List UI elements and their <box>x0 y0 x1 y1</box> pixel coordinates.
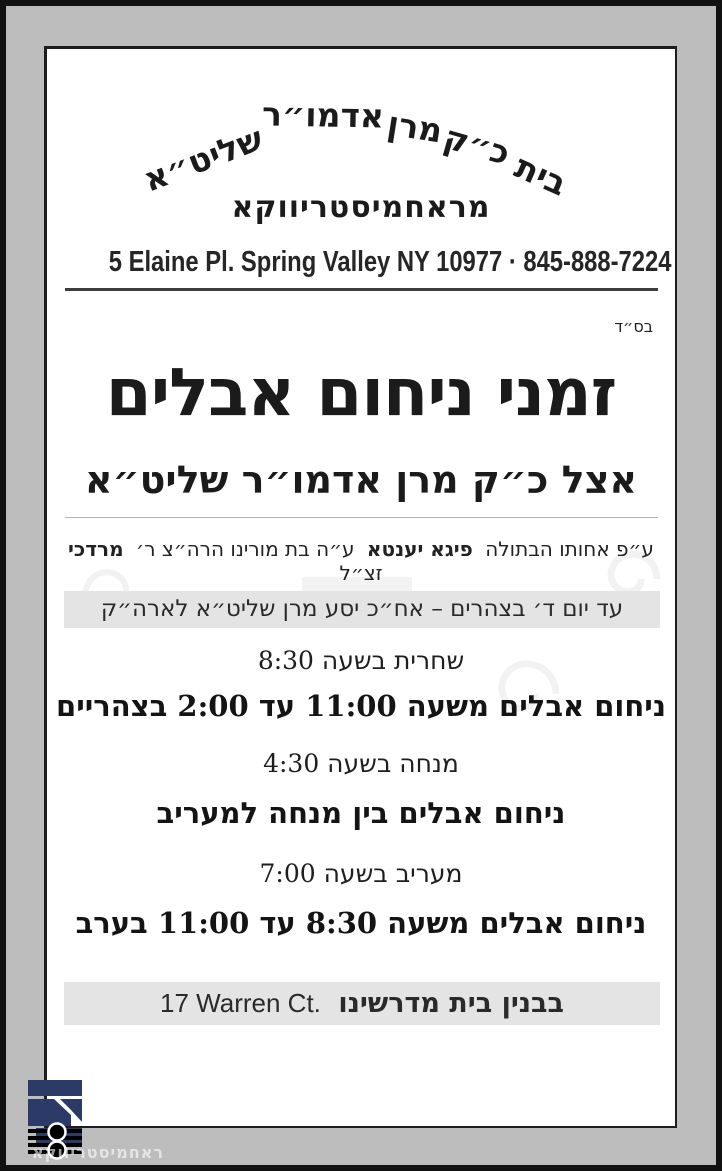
arch-word: בית <box>509 146 573 204</box>
address-line: 5 Elaine Pl. Spring Valley NY 10977 · 845-888-7224 <box>108 246 672 278</box>
schedule-line: ניחום אבלים משעה 8:30 עד 11:00 בערב <box>75 906 647 940</box>
memorial-mid: ע״ה בת מורינו הרה״צ ר׳ <box>135 537 355 561</box>
schedule-line: ניחום אבלים בין מנחה למעריב <box>156 796 566 830</box>
location-band <box>64 982 660 1025</box>
address-row <box>47 246 675 279</box>
page-subtitle: אצל כ״ק מרן אדמו״ר שליט״א <box>84 457 638 502</box>
travel-notice-band: עד יום ד׳ בצהרים – אח״כ יסע מרן שליט״א לארה״ק <box>64 591 660 628</box>
memorial-pre: ע״פ אחותו הבתולה <box>485 537 654 561</box>
schedule-line: מעריב בשעה 7:00 <box>259 859 463 888</box>
header-divider <box>65 288 658 291</box>
schedule-line: שחרית בשעה 8:30 <box>257 646 465 675</box>
location-street: 17 Warren Ct. <box>160 988 321 1018</box>
poster-panel <box>44 46 677 1128</box>
organization-name: מראחמיסטריווקא <box>231 190 491 225</box>
schedule-line: ניחום אבלים משעה 11:00 עד 2:00 בצהריים <box>56 689 666 723</box>
memorial-suffix: זצ״ל <box>339 561 383 585</box>
arch-word: שליט״א <box>137 118 269 200</box>
arch-word: אדמו״ר <box>261 94 385 136</box>
father-name: מרדכי <box>68 537 124 561</box>
deceased-name: פיגא יענטא <box>366 537 473 561</box>
besod-mark: בס״ד <box>614 317 653 336</box>
schedule-line: מנחה בשעה 4:30 <box>263 749 459 778</box>
page-title: זמני ניחום אבלים <box>105 353 617 431</box>
bottom-watermark-text: ראחמיסטריווקא <box>32 1143 165 1162</box>
location-hebrew: בבנין בית מדרשינו <box>338 988 564 1019</box>
rachmistrivka-logo-icon <box>26 1080 86 1164</box>
subtitle-divider <box>65 517 658 518</box>
memorial-line <box>47 537 675 585</box>
arch-word: כ״ק <box>439 117 515 173</box>
arch-word: מרן <box>384 103 446 151</box>
